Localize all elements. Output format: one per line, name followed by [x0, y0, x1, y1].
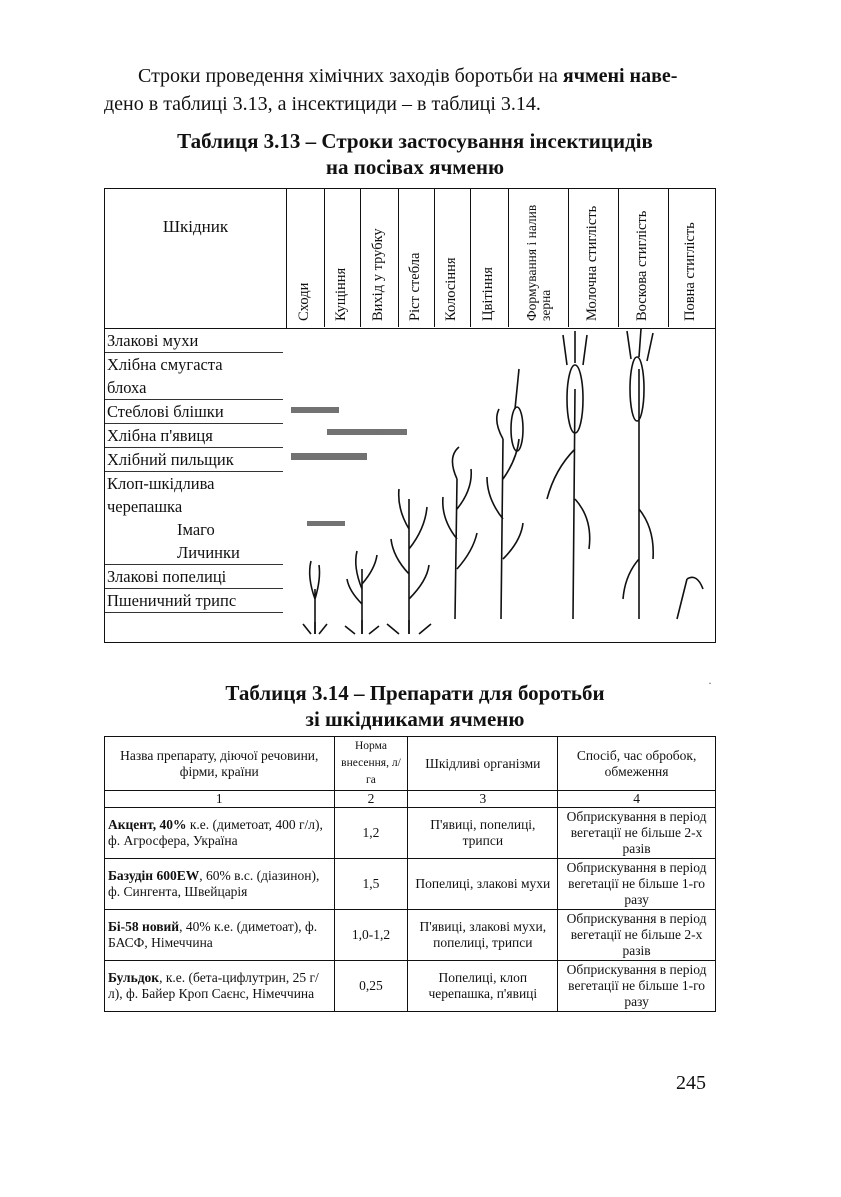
product-name-bold: Акцент, 40% [108, 817, 187, 832]
table14 [104, 736, 716, 1012]
period-bar-flea-beetle [291, 407, 339, 413]
product-pests: П'явиці, попелиці, трипси [408, 808, 558, 859]
stage-label: Цвітіння [479, 267, 496, 321]
pest-row: Імаго [177, 520, 215, 539]
stage-label: Молочна стиглість [583, 205, 600, 321]
pest-header: Шкідник [105, 189, 287, 329]
pest-row: Хлібна смугаста [107, 355, 223, 374]
col-header-rate: Норма внесення, л/га [334, 737, 408, 791]
barley-growth-illustration [287, 329, 715, 643]
plant-booting [391, 489, 429, 634]
product-name-bold: Бульдок [108, 970, 160, 985]
ear-heading [511, 407, 523, 451]
table13-caption-line1: Таблиця 3.13 – Строки застосування інсектицидів [177, 129, 653, 153]
pest-row: Злакові попелиці [105, 565, 283, 589]
period-bar-leaf-beetle [327, 429, 407, 435]
table13-header [105, 189, 715, 329]
pest-row: Пшеничний трипс [105, 589, 283, 613]
table-row [105, 910, 716, 961]
product-name [105, 808, 335, 859]
pest-row: блоха [105, 376, 283, 400]
stage-label: Кущіння [332, 267, 349, 321]
table14-header-row [105, 737, 716, 791]
col-number: 3 [408, 791, 558, 808]
stage-label: Колосіння [442, 257, 459, 321]
product-rate: 1,0-1,2 [334, 910, 408, 961]
ear-awn [515, 369, 519, 409]
product-name-bold: Бі-58 новий [108, 919, 180, 934]
col-header-name: Назва препарату, діючої речовини, фірми, країни [105, 737, 335, 791]
ear-awns-milk [563, 331, 587, 365]
plant-roots-3 [387, 620, 431, 634]
table14-caption-line1: Таблиця 3.14 – Препарати для боротьби [225, 681, 605, 705]
stage-label: Повна стиглість [682, 222, 698, 321]
intro-paragraph [104, 62, 724, 118]
product-name-rest: к.е. (диметоат, 400 г/л), ф. Агросфера, Україна [108, 817, 323, 848]
table-row [105, 859, 716, 910]
page-number: 245 [676, 1072, 706, 1094]
period-bar-bug-imago [307, 521, 345, 526]
table-row [105, 808, 716, 859]
product-pests: П'явиці, злакові мухи, попелиці, трипси [408, 910, 558, 961]
table13-caption [100, 128, 730, 180]
product-rate: 0,25 [334, 961, 408, 1012]
product-method: Обприскування в період вегетації не більше 1-го разу [558, 961, 716, 1012]
product-name-rest: , 60% в.с. (діазинон), ф. Сингента, Швейцарія [108, 868, 320, 899]
product-name [105, 961, 335, 1012]
stage-col-10 [669, 189, 715, 327]
stage-label: Сходи [295, 282, 312, 321]
period-bar-sawfly [291, 453, 367, 460]
col-number: 1 [105, 791, 335, 808]
table14-caption-line2: зі шкідниками ячменю [305, 707, 525, 731]
product-name-rest: , 40% к.е. (диметоат), ф. БАСФ, Німеччина [108, 919, 318, 950]
intro-bold: ячмені наве- [562, 65, 678, 87]
product-method: Обприскування в період вегетації не більше 1-го разу [558, 859, 716, 910]
pest-row: Хлібна п'явиця [105, 424, 283, 448]
plant-heading [487, 409, 523, 619]
stage-col-4 [399, 189, 435, 327]
scan-speck: · [708, 676, 712, 690]
plant-milk-ripeness [547, 389, 590, 619]
stage-col-2 [325, 189, 361, 327]
product-name [105, 910, 335, 961]
pest-row: Личинки [105, 541, 283, 565]
stage-col-5 [435, 189, 471, 327]
intro-text-2: дено в таблиці 3.13, а інсектициди – в таблиці 3.14. [104, 93, 541, 115]
plant-full-ripeness [677, 577, 703, 619]
stage-col-1 [287, 189, 325, 327]
product-name-bold: Базудін 600EW [108, 868, 200, 883]
pest-row: Злакові мухи [105, 329, 283, 353]
stage-label: Формування і налив зерна [523, 204, 553, 321]
stage-col-7 [509, 189, 569, 327]
col-number: 2 [334, 791, 408, 808]
ear-wax [630, 357, 644, 421]
product-pests: Попелиці, клоп черепашка, п'явиці [408, 961, 558, 1012]
intro-text-1: Строки проведення хімічних заходів боротьби на [138, 65, 563, 87]
stage-col-8 [569, 189, 619, 327]
table-row [105, 961, 716, 1012]
col-header-pests: Шкідливі організми [408, 737, 558, 791]
product-name-rest: , к.е. (бета-цифлутрин, 25 г/л), ф. Байер Кроп Саєнс, Німеччина [108, 970, 319, 1001]
stage-label: Ріст стебла [406, 252, 423, 321]
col-number: 4 [558, 791, 716, 808]
pest-row: Хлібний пильщик [105, 448, 283, 472]
product-rate: 1,5 [334, 859, 408, 910]
plant-stem-growth [443, 447, 477, 619]
table14-number-row [105, 791, 716, 808]
product-name [105, 859, 335, 910]
product-method: Обприскування в період вегетації не більше 2-х разів [558, 808, 716, 859]
pest-row: Стеблові блішки [105, 400, 283, 424]
stage-col-9 [619, 189, 669, 327]
stage-col-6 [471, 189, 509, 327]
ear-awns-wax [627, 329, 653, 361]
plant-roots-1 [303, 622, 327, 634]
plant-stages [303, 329, 703, 634]
col-header-method: Спосіб, час обробок, обмеження [558, 737, 716, 791]
table14-caption [100, 680, 730, 732]
product-rate: 1,2 [334, 808, 408, 859]
product-pests: Попелиці, злакові мухи [408, 859, 558, 910]
pest-list [105, 329, 283, 613]
stage-label: Вихід у трубку [369, 228, 386, 321]
application-period-bars [291, 407, 407, 526]
plant-wax-ripeness [623, 369, 653, 619]
pest-row: черепашка [107, 497, 183, 516]
table13 [104, 188, 716, 643]
product-method: Обприскування в період вегетації не більше 2-х разів [558, 910, 716, 961]
plant-roots-2 [345, 620, 379, 634]
pest-row: Клоп-шкідлива [107, 474, 215, 493]
stage-label: Воскова стиглість [633, 210, 650, 321]
stage-col-3 [361, 189, 399, 327]
table13-caption-line2: на посівах ячменю [325, 155, 505, 179]
